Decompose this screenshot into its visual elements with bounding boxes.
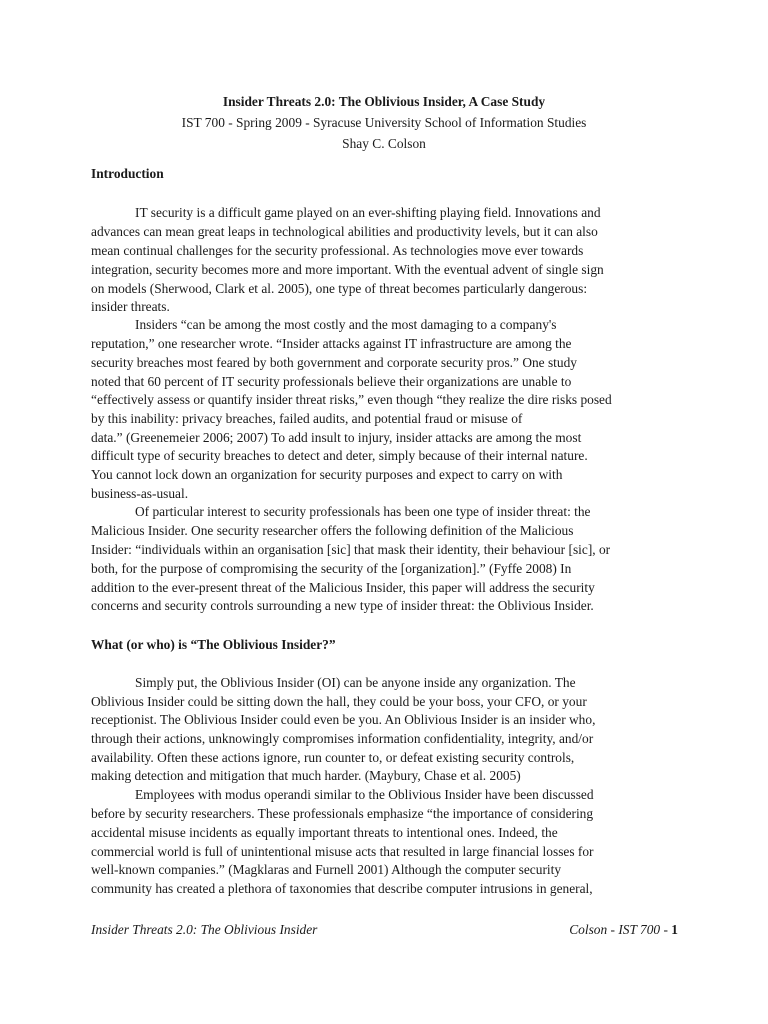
paragraph-line: integration, security becomes more and more important. With the eventual advent of single sign	[91, 262, 604, 277]
paragraph-line: receptionist. The Oblivious Insider could even be you. An Oblivious Insider is an insider who,	[91, 712, 596, 727]
paragraph-line: IT security is a difficult game played on an ever-shifting playing field. Innovations and	[135, 205, 601, 220]
paragraph-line: community has created a plethora of taxonomies that describe computer intrusions in general,	[91, 881, 593, 896]
paragraph-line: advances can mean great leaps in technological abilities and productivity levels, but it can also	[91, 224, 598, 239]
paragraph-line: accidental misuse incidents as equally important threats to intentional ones. Indeed, the	[91, 825, 558, 840]
paragraph-line: difficult type of security breaches to detect and deter, simply because of their internal nature.	[91, 448, 588, 463]
footer-author-course	[569, 922, 678, 938]
footer-title: Insider Threats 2.0: The Oblivious Insider	[91, 922, 318, 937]
paragraph-line: making detection and mitigation that much harder. (Maybury, Chase et al. 2005)	[91, 768, 521, 783]
page-number: 1	[671, 922, 678, 937]
paragraph-line: data.” (Greenemeier 2006; 2007) To add insult to injury, insider attacks are among the most	[91, 430, 582, 445]
paragraph-line: insider threats.	[91, 299, 170, 314]
section-heading-oblivious-insider: What (or who) is “The Oblivious Insider?”	[91, 637, 336, 652]
course-line: IST 700 - Spring 2009 - Syracuse University School of Information Studies	[181, 115, 587, 130]
document-title: Insider Threats 2.0: The Oblivious Insider, A Case Study	[222, 94, 546, 109]
paragraph-line: Of particular interest to security professionals has been one type of insider threat: the	[135, 504, 591, 519]
paragraph-line: commercial world is full of unintentional misuse acts that resulted in large financial losses for	[91, 844, 594, 859]
paragraph-line: both, for the purpose of compromising the security of the [organization].” (Fyffe 2008) In	[91, 561, 572, 576]
paragraph-line: business-as-usual.	[91, 486, 189, 501]
author-line: Shay C. Colson	[342, 136, 426, 151]
paragraph-line: “effectively assess or quantify insider threat risks,” even though “they realize the dire risks posed	[91, 392, 612, 407]
paragraph-line: concerns and security controls surrounding a new type of insider threat: the Oblivious Insider.	[91, 598, 594, 613]
paragraph-line: by this inability: privacy breaches, failed audits, and potential fraud or misuse of	[91, 411, 523, 426]
paragraph-line: Insiders “can be among the most costly and the most damaging to a company's	[135, 317, 557, 332]
paragraph-line: Insider: “individuals within an organisation [sic] that mask their identity, their behaviour [sic], or	[91, 542, 611, 557]
paragraph-line: well-known companies.” (Magklaras and Furnell 2001) Although the computer security	[91, 862, 562, 877]
paragraph-line: reputation,” one researcher wrote. “Insider attacks against IT infrastructure are among the	[91, 336, 572, 351]
footer-author-text: Colson - IST 700 -	[569, 922, 672, 937]
paragraph-line: mean continual challenges for the security professional. As technologies move ever towards	[91, 243, 584, 258]
paragraph-line: before by security researchers. These professionals emphasize “the importance of considering	[91, 806, 594, 821]
paragraph-line: Malicious Insider. One security researcher offers the following definition of the Malicious	[91, 523, 574, 538]
paragraph-line: Simply put, the Oblivious Insider (OI) can be anyone inside any organization. The	[135, 675, 576, 690]
paragraph-line: Employees with modus operandi similar to the Oblivious Insider have been discussed	[135, 787, 594, 802]
paragraph-line: You cannot lock down an organization for security purposes and expect to carry on with	[91, 467, 563, 482]
paragraph-line: noted that 60 percent of IT security professionals believe their organizations are unable to	[91, 374, 572, 389]
paragraph-line: addition to the ever-present threat of the Malicious Insider, this paper will address the security	[91, 580, 595, 595]
section-heading-introduction: Introduction	[91, 166, 164, 181]
paragraph-line: through their actions, unknowingly compromises information confidentiality, integrity, and/or	[91, 731, 594, 746]
paragraph-line: availability. Often these actions ignore, run counter to, or defeat existing security controls,	[91, 750, 575, 765]
paragraph-line: Oblivious Insider could be sitting down the hall, they could be your boss, your CFO, or your	[91, 694, 587, 709]
paragraph-line: security breaches most feared by both government and corporate security pros.” One study	[91, 355, 577, 370]
paragraph-line: on models (Sherwood, Clark et al. 2005), one type of threat becomes particularly dangerous:	[91, 281, 588, 296]
title-block	[0, 91, 768, 154]
